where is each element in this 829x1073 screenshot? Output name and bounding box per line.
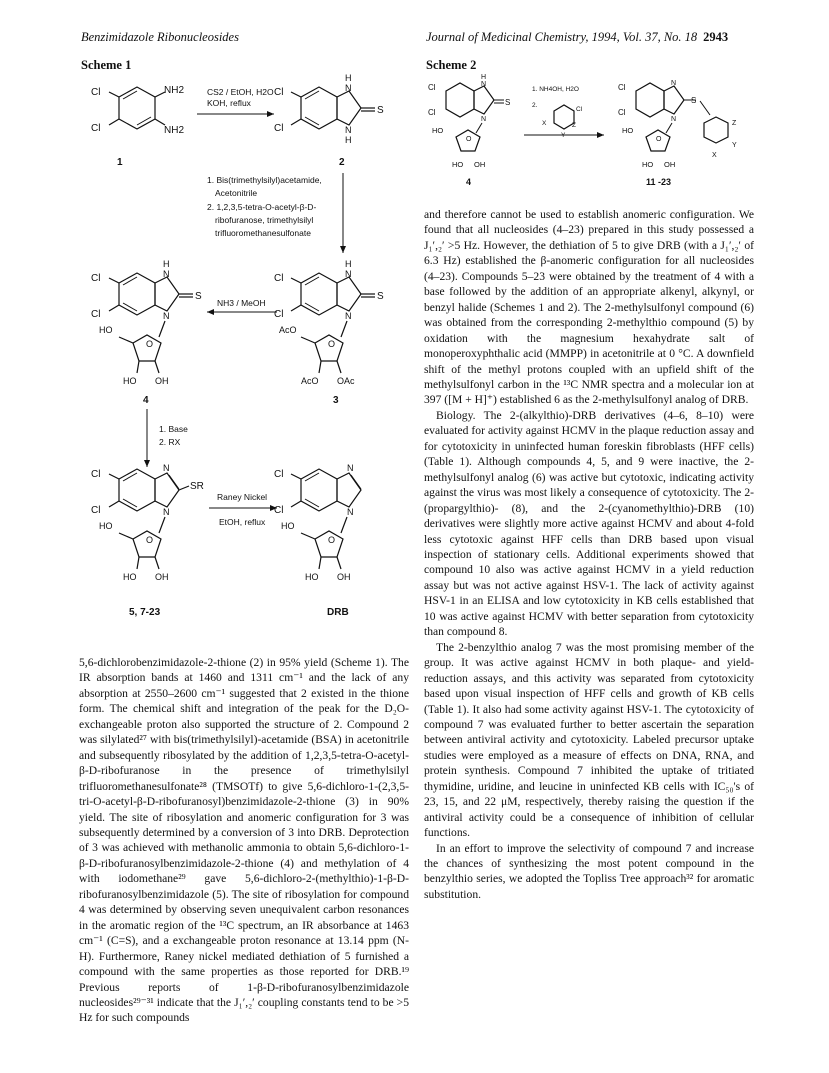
step-2-line-1: 1. Bis(trimethylsilyl)acetamide, (207, 175, 322, 185)
svg-text:N: N (345, 83, 352, 93)
svg-text:O: O (466, 136, 472, 143)
svg-text:S: S (505, 98, 511, 107)
svg-text:N: N (163, 507, 170, 517)
svg-text:O: O (328, 535, 336, 545)
scheme-2-product-label: 11 -23 (646, 177, 672, 187)
right-paragraph-biology: Biology. The 2-(alkylthio)-DRB derivatives (4–6, 8–10) were evaluated for activity against HCMV in the plaque reduction assay and for cytotoxicity in uninfected human foreskin fibroblasts (HFF cells) (Table 1). Although compounds 4, 5, and 9 were inactive, the 2-methylsulfonyl analog (6) was active but cytotoxic, indicating activity against the virus was most likely a consequence of cytotoxicity. The 2-(propargylthio)- (8), and the 2-(cyanomethylthio)-DRB (10) derivatives were slightly more active against HCMV and about 4-fold less cytotoxic against HFF cells than DRB based upon visual inspection of stationary cells. Additional experiments showed that compound 10 also was active against HCMV in a yield reduction assay but was not active against HSV-1. The lack of activity against HSV-1 in an ELISA and low cytotoxicity in KB cells established that 10 was active against HCMV with better separation from cytotoxicity than compound 8. (424, 408, 754, 639)
scheme-2-reagent-2: 2. (532, 102, 538, 109)
scheme-2-reagent-1: 1. NH4OH, H2O (532, 86, 579, 93)
compound-1-structure (91, 85, 184, 136)
page-number: 2943 (703, 30, 729, 44)
svg-text:Cl: Cl (274, 87, 284, 98)
svg-text:N: N (163, 463, 170, 473)
running-head-right (426, 30, 728, 45)
scheme-1-diagram (79, 75, 419, 645)
svg-text:Cl: Cl (91, 123, 101, 134)
svg-text:Y: Y (732, 142, 737, 149)
svg-text:HO: HO (99, 325, 113, 335)
svg-text:S: S (377, 291, 384, 302)
right-paragraph-1: and therefore cannot be used to establish anomeric configuration. We found that all nucleosides (4–23) prepared in this study possessed a J₁′,₂′ >5 Hz. However, the dethiation of 5 to give DRB (with a J₁′,₂′ of 6.3 Hz) established the β-anomeric configuration for all nucleosides (4–23). Compounds 5–23 were obtained by the treatment of 4 with a base followed by the addition of an appropriate alkenyl, alkynyl, or benzyl halide (Schemes 1 and 2). The 2-methylsulfonyl compound (6) was obtained from the corresponding 2-methylthio compound (5) by oxidation with the magnesium hexahydrate salt of monoperoxyphthalic acid (MMPP) in acetonitrile at 0 °C. A downfield shift of the methyl protons coupled with an upfield shift of the methylsulfonyl carbon in the ¹³C NMR spectra and a molecular ion at 397 ([M + H]⁺) established 6 as the 2-methylsulfonyl analog of DRB. (424, 208, 754, 407)
svg-text:H: H (345, 259, 352, 269)
svg-text:N: N (345, 269, 352, 279)
compound-4-structure (91, 259, 202, 386)
svg-text:OH: OH (474, 160, 486, 169)
svg-text:Cl: Cl (576, 106, 583, 113)
svg-text:Cl: Cl (274, 309, 284, 320)
svg-text:Cl: Cl (428, 108, 436, 117)
step-2-line-3: 2. 1,2,3,5-tetra-O-acetyl-β-D- (207, 202, 317, 212)
svg-text:AcO: AcO (301, 376, 319, 386)
svg-text:OH: OH (337, 572, 351, 582)
svg-text:HO: HO (99, 521, 113, 531)
right-paragraph-benzylthio: The 2-benzylthio analog 7 was the most promising member of the group. It was active against HCMV in both plaque- and yield-reduction assays, and this activity was separated from cytotoxicity based upon visual inspection of HFF cells and growth of KB cells (Table 1). It also had some activity against HSV-1. The cytotoxicity of compound 7 was evaluated further to better ascertain the separation between antiviral activity and cytotoxicity. Labeled precursor uptake studies were employed as a measure of effects on DNA, RNA, and protein synthesis. Compound 7 inhibited the uptake of tritiated thymidine, uridine, and leucine in uninfected KB cells with IC₅₀'s of 23, 15, and 22 μM, respectively, thereby raising the question if the antiviral activity could be a consequence of inhibition of cellular functions. (424, 640, 754, 840)
svg-text:N: N (481, 116, 487, 123)
svg-text:Y: Y (561, 132, 566, 139)
scheme-1-title: Scheme 1 (81, 58, 132, 72)
svg-text:Cl: Cl (91, 469, 101, 480)
svg-text:X: X (712, 152, 717, 159)
svg-text:HO: HO (123, 572, 137, 582)
svg-text:Cl: Cl (618, 83, 626, 92)
drb-label: DRB (327, 607, 349, 618)
step-3-reagent: NH3 / MeOH (217, 298, 266, 308)
scheme-2-compound-4-structure (428, 74, 510, 169)
svg-text:SR: SR (190, 481, 204, 492)
left-paragraph-1: 5,6-dichlorobenzimidazole-2-thione (2) in 95% yield (Scheme 1). The IR absorption bands at 1460 and 1311 cm⁻¹ and the lack of any absorption at 2550–2600 cm⁻¹ suggested that 2 existed in the thione form. The chemical shift and integration of the peak for the D₂O-exchangeable proton also supported the structure of 2. Compound 2 was silylated²⁷ with bis(trimethylsilyl)-acetamide (BSA) in acetonitrile and subsequently ribosylated by the addition of 1,2,3,5-tetra-O-acetyl-β-D-ribofuranose in the presence of trimethylsilyl trifluoromethanesulfonate²⁸ (TMSOTf) to give 5,6-dichloro-1-(2,3,5-tri-O-acetyl-β-D-ribofuranosyl)benzimidazole-2-thione (3) in 90% yield. The site of ribosylation and anomeric configuration for 3 was subsequently determined by a conversion of 3 into DRB. Deprotection of 3 was achieved with methanolic ammonia to obtain 5,6-dichloro-1-β-D-ribofuranosylbenzimidazole-2-thione (4) and methylation of 4 with iodomethane²⁹ gave 5,6-dichloro-2-(methylthio)-1-β-D-ribofuranosylbenzimidazole (5). The site of ribosylation for compound 4 was determined by observing seven unequivalent carbon resonances in the aromatic region of the ¹³C spectrum, an IR absorbance at 1463 cm⁻¹ (C=S), and a exchangeable proton resonance at 13.14 ppm (N-H). Furthermore, Raney nickel mediated dethiation of 5 furnished a compound with the same properties as those reported for DRB.¹⁹ Previous reports of 1-β-D-ribofuranosylbenzimidazole nucleosides²⁹⁻³¹ indicate that the J₁′,₂′ coupling constants tend to be >5 Hz for such compounds (79, 656, 409, 1025)
step-1-reagent-b: KOH, reflux (207, 98, 251, 108)
svg-text:N: N (671, 80, 677, 87)
svg-text:Z: Z (732, 120, 737, 127)
svg-text:HO: HO (123, 376, 137, 386)
svg-text:Z: Z (572, 122, 576, 129)
svg-text:N: N (481, 81, 487, 88)
svg-text:O: O (328, 339, 336, 349)
svg-text:N: N (347, 507, 354, 517)
svg-text:Cl: Cl (91, 309, 101, 320)
svg-text:Cl: Cl (428, 83, 436, 92)
compound-2-structure (274, 73, 384, 145)
svg-text:Cl: Cl (91, 505, 101, 516)
svg-text:OAc: OAc (337, 376, 355, 386)
svg-text:Cl: Cl (274, 123, 284, 134)
body-column-right (424, 207, 754, 902)
svg-text:NH2: NH2 (164, 125, 185, 136)
svg-text:N: N (345, 125, 352, 135)
step-2-line-2: Acetonitrile (215, 188, 258, 198)
svg-text:N: N (163, 269, 170, 279)
svg-text:S: S (377, 105, 384, 116)
svg-text:H: H (481, 74, 487, 81)
svg-text:HO: HO (642, 160, 654, 169)
svg-text:OH: OH (664, 160, 676, 169)
svg-text:H: H (163, 259, 170, 269)
journal-citation: Journal of Medicinal Chemistry, 1994, Vol. 37, No. 18 (426, 30, 698, 44)
step-5-line-2: EtOH, reflux (219, 517, 266, 527)
svg-text:O: O (656, 136, 662, 143)
svg-text:O: O (146, 535, 154, 545)
compound-4-label: 4 (143, 395, 149, 406)
scheme-2-title: Scheme 2 (426, 58, 477, 72)
compound-3-structure (274, 259, 384, 386)
step-2-line-4: ribofuranose, trimethylsilyl (215, 215, 314, 225)
svg-text:OH: OH (155, 572, 169, 582)
running-head-left: Benzimidazole Ribonucleosides (81, 30, 239, 44)
svg-text:Cl: Cl (274, 273, 284, 284)
svg-text:Cl: Cl (91, 87, 101, 98)
step-1-reagent-a: CS2 / EtOH, H2O (207, 87, 274, 97)
svg-text:S: S (691, 96, 697, 105)
compound-1-label: 1 (117, 157, 123, 168)
svg-text:NH2: NH2 (164, 85, 185, 96)
svg-text:HO: HO (452, 160, 464, 169)
svg-text:N: N (163, 311, 170, 321)
svg-text:Cl: Cl (91, 273, 101, 284)
right-paragraph-topliss: In an effort to improve the selectivity of compound 7 and increase the chances of synthesizing the most potent compound in the benzylthio series, we adopted the Topliss Tree approach³² for aromatic substitution. (424, 841, 754, 901)
svg-text:HO: HO (281, 521, 295, 531)
svg-text:HO: HO (432, 126, 444, 135)
compound-5-structure (91, 463, 204, 582)
compound-5-label: 5, 7-23 (129, 607, 161, 618)
svg-text:H: H (345, 135, 352, 145)
scheme-2-diagram (424, 75, 754, 193)
svg-text:N: N (347, 463, 354, 473)
compound-3-label: 3 (333, 395, 339, 406)
drb-structure (274, 463, 361, 582)
step-2-line-5: trifluoromethanesulfonate (215, 228, 311, 238)
svg-text:HO: HO (305, 572, 319, 582)
svg-text:S: S (195, 291, 202, 302)
svg-text:H: H (345, 73, 352, 83)
svg-text:Cl: Cl (274, 469, 284, 480)
step-4-line-2: 2. RX (159, 437, 181, 447)
step-4-line-1: 1. Base (159, 424, 188, 434)
compound-2-label: 2 (339, 157, 345, 168)
svg-text:OH: OH (155, 376, 169, 386)
svg-text:Cl: Cl (618, 108, 626, 117)
benzylthio-product-structure (618, 80, 737, 169)
svg-text:Cl: Cl (274, 505, 284, 516)
step-5-line-1: Raney Nickel (217, 492, 268, 502)
svg-text:N: N (345, 311, 352, 321)
scheme-2-compound-4-label: 4 (466, 177, 472, 187)
body-column-left (79, 655, 409, 1026)
svg-text:X: X (542, 120, 547, 127)
svg-text:HO: HO (622, 126, 634, 135)
svg-text:O: O (146, 339, 154, 349)
svg-text:AcO: AcO (279, 325, 297, 335)
svg-text:N: N (671, 116, 677, 123)
